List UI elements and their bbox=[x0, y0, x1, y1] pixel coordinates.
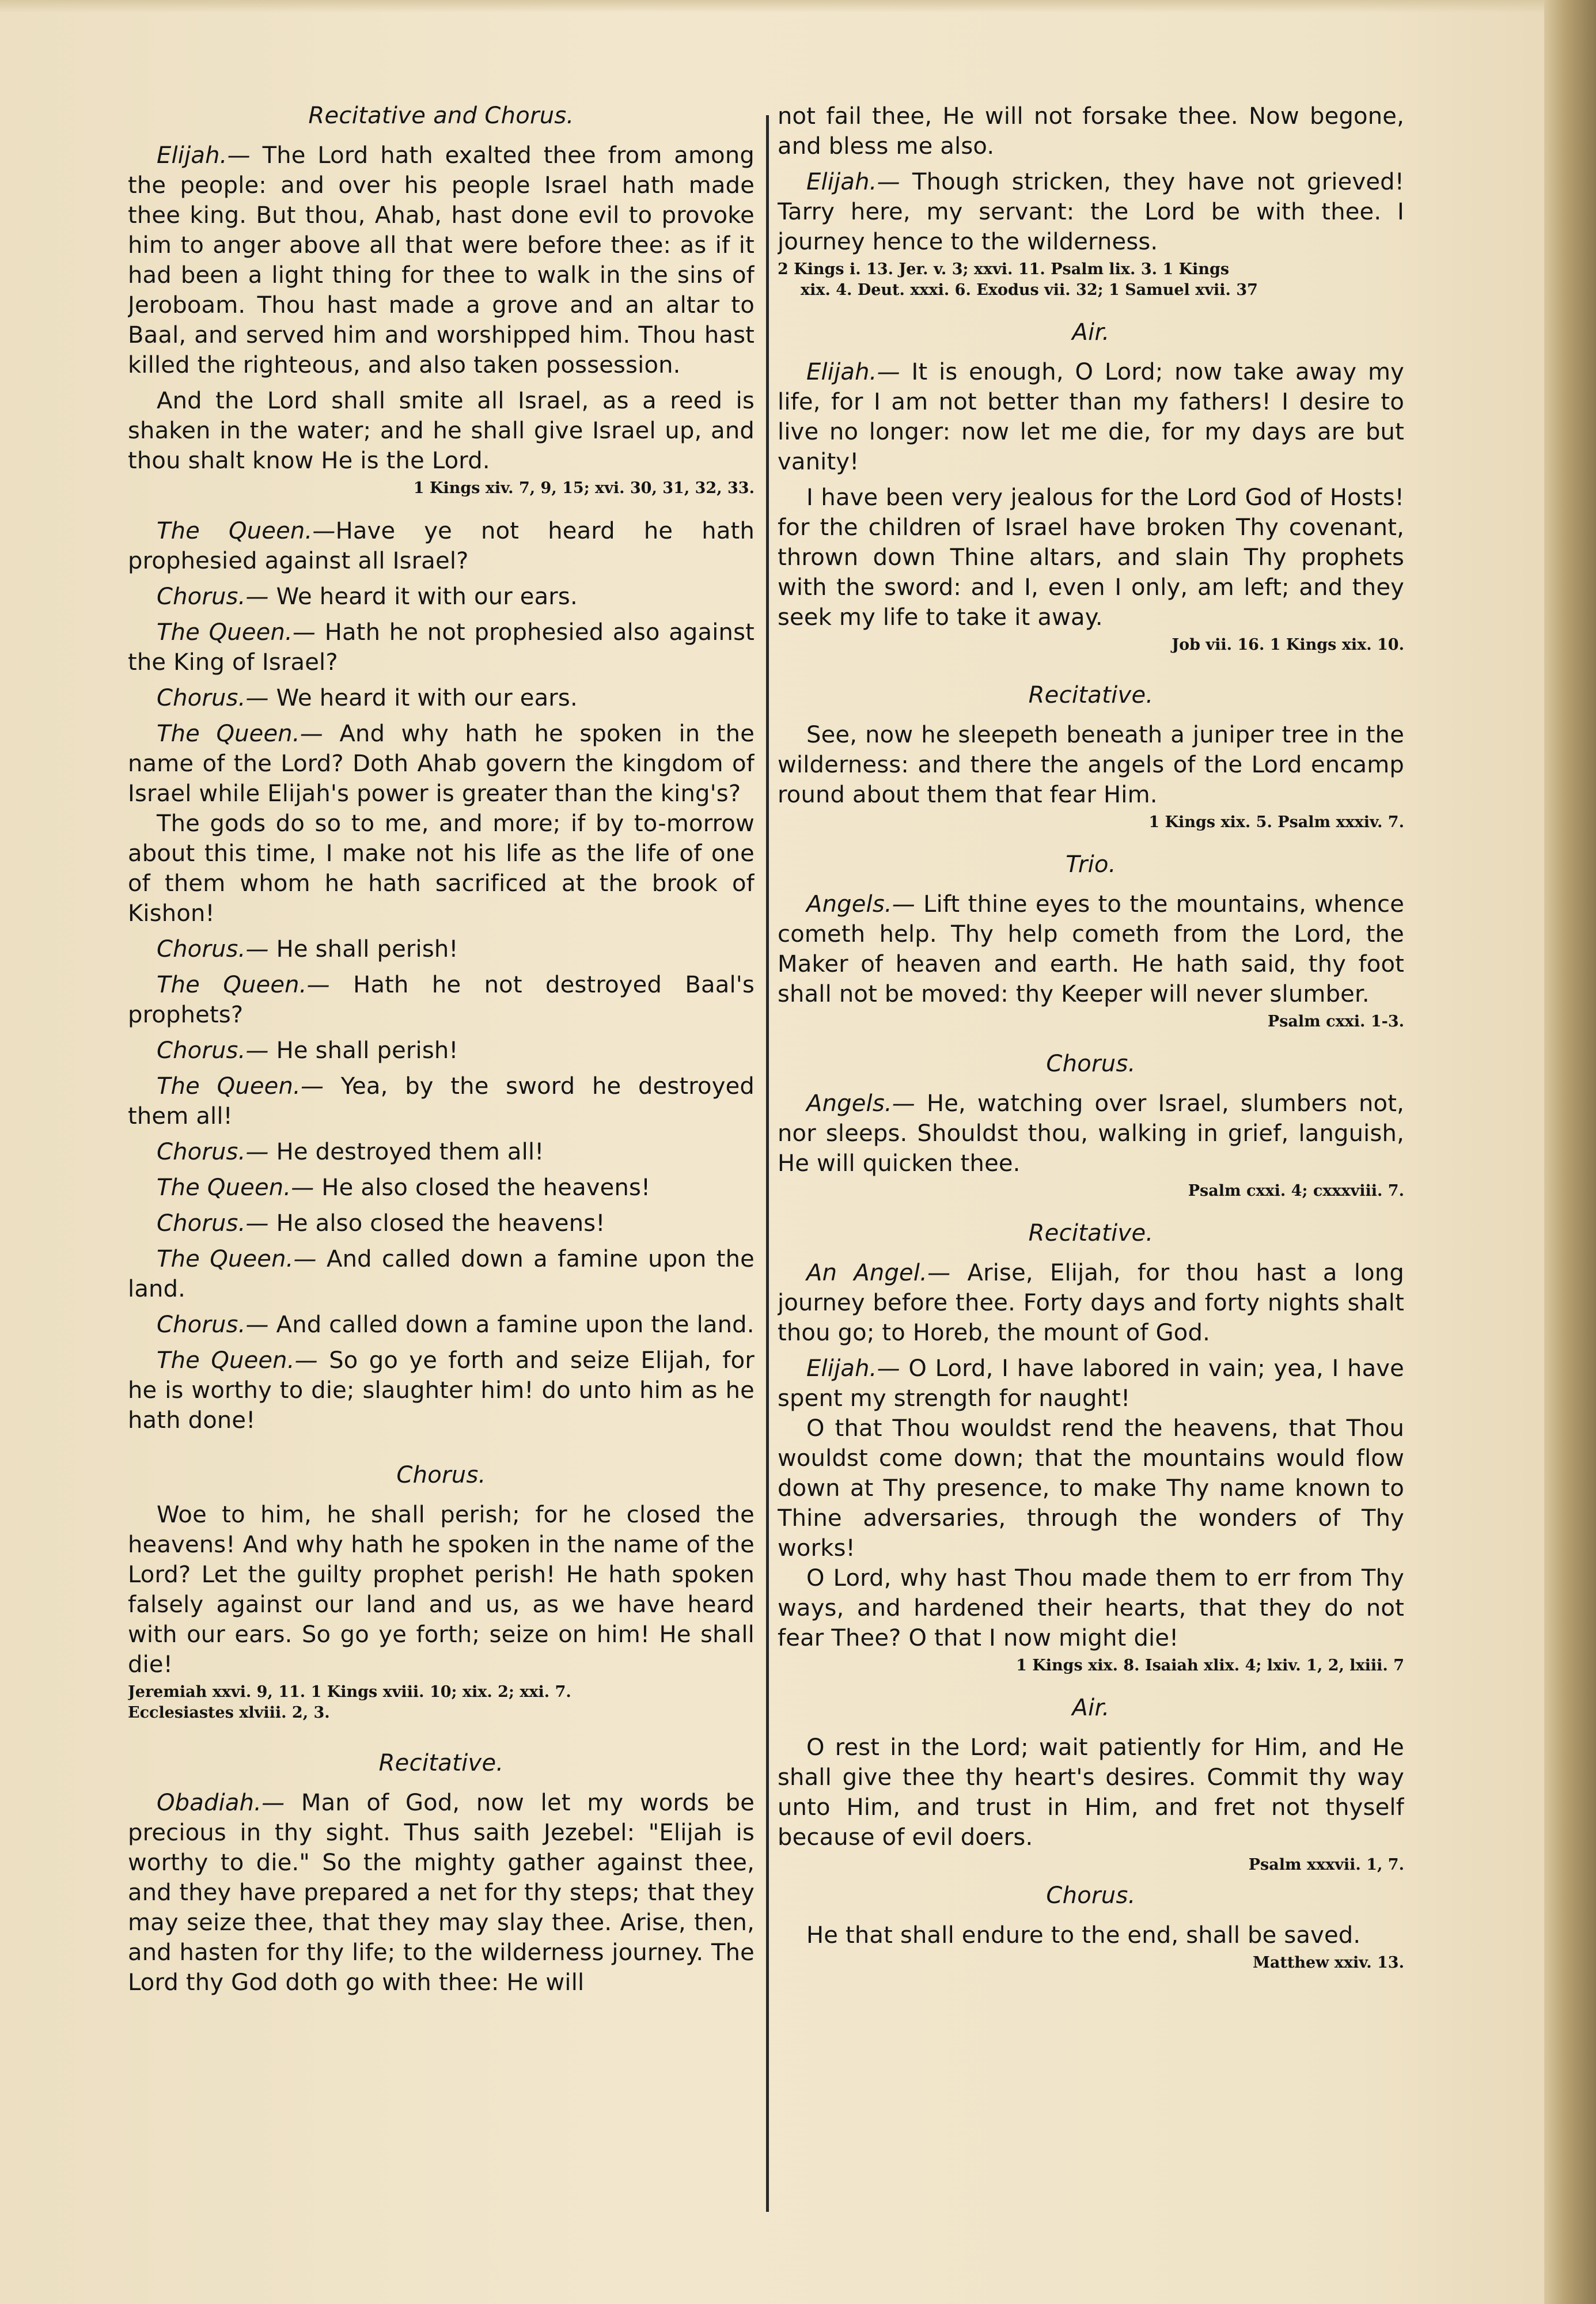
elijah-paragraph-cont: O that Thou wouldst rend the heavens, that Thou wouldst come down; that the mountains would flow down at Thy presence, to make Thy name known to Thine adversaries, through the wonders of Thy works! bbox=[778, 1415, 1404, 1562]
dialogue-line bbox=[128, 617, 755, 677]
column-divider bbox=[766, 115, 769, 2212]
dialogue-line bbox=[128, 582, 755, 612]
speaker-label: Angels.— bbox=[806, 891, 915, 918]
dialogue-line bbox=[128, 1244, 755, 1304]
scripture-reference: Psalm cxxi. 4; cxxxviii. 7. bbox=[1188, 1182, 1404, 1200]
elijah-paragraph-cont: O Lord, why hast Thou made them to err from Thy ways, and hardened their hearts, that they do not fear Thee? O that I now might die! bbox=[778, 1565, 1404, 1651]
dialogue-line bbox=[128, 1173, 755, 1203]
heading-recitative: Recitative. bbox=[1028, 1220, 1154, 1246]
scripture-reference: Matthew xxiv. 13. bbox=[1253, 1954, 1404, 1972]
elijah-paragraph bbox=[778, 357, 1404, 477]
dialogue-text: Have ye not heard he hath prophesied against all Israel? bbox=[128, 518, 755, 574]
speaker-label: The Queen.— bbox=[157, 1246, 317, 1272]
paragraph-text: The Lord hath exalted thee from among the people: and over his people Israel hath made thee king. But thou, Ahab, hast done evil to provoke him to anger above all that were before thee: as if it had been a light thing for thee to walk in the sins of Jeroboam. Thou hast made a grove and an altar to Baal, and served him and worshipped him. Thou hast killed the righteous, and also taken possession. bbox=[128, 142, 755, 378]
dialogue-text: We heard it with our ears. bbox=[276, 685, 578, 711]
dialogue-text: And called down a famine upon the land. bbox=[276, 1312, 755, 1338]
scripture-reference: 1 Kings xiv. 7, 9, 15; xvi. 30, 31, 32, 33. bbox=[413, 479, 755, 497]
dialogue-text: We heard it with our ears. bbox=[276, 583, 578, 610]
heading-air: Air. bbox=[1072, 1695, 1110, 1721]
queen-continuation: The gods do so to me, and more; if by to-morrow about this time, I make not his life as the life of one of them whom he hath sacrificed at the brook of Kishon! bbox=[128, 810, 755, 927]
angels-paragraph bbox=[778, 1089, 1404, 1178]
dialogue-line bbox=[128, 516, 755, 576]
heading-recitative: Recitative. bbox=[1028, 682, 1154, 708]
scripture-reference: 1 Kings xix. 5. Psalm xxxiv. 7. bbox=[1148, 813, 1404, 831]
dialogue-text: And called down a famine upon the land. bbox=[128, 1246, 755, 1302]
speaker-label: The Queen.— bbox=[157, 1174, 314, 1201]
speaker-label: An Angel.— bbox=[806, 1260, 951, 1286]
queen-chorus-dialogue bbox=[128, 516, 755, 809]
speaker-label: Elijah.— bbox=[806, 359, 900, 385]
recitative-paragraph: See, now he sleepeth beneath a juniper tree in the wilderness: and there the angels of the Lord encamp round about them that fear Him. bbox=[778, 722, 1404, 808]
heading-recitative-and-chorus: Recitative and Chorus. bbox=[308, 103, 574, 129]
scripture-reference: 1 Kings xix. 8. Isaiah xlix. 4; lxiv. 1, 2, lxiii. 7 bbox=[1016, 1657, 1404, 1674]
speaker-label: Chorus.— bbox=[157, 1312, 269, 1338]
speaker-label: The Queen.— bbox=[157, 1073, 324, 1100]
dialogue-text: He also closed the heavens! bbox=[276, 1210, 605, 1237]
paragraph-text: It is enough, O Lord; now take away my life, for I am not better than my fathers! I desire to live no longer: now let me die, for my days are but vanity! bbox=[778, 359, 1404, 475]
paragraph-text: Lift thine eyes to the mountains, whence cometh help. Thy help cometh from the Lord, the Maker of heaven and earth. He hath said, thy foot shall not be moved: thy Keeper will never slumber. bbox=[778, 891, 1404, 1007]
scripture-reference: Ecclesiastes xlviii. 2, 3. bbox=[128, 1704, 330, 1722]
heading-air: Air. bbox=[1072, 319, 1110, 346]
speaker-label: Chorus.— bbox=[157, 936, 269, 962]
heading-chorus: Chorus. bbox=[1046, 1051, 1136, 1077]
elijah-paragraph-cont: And the Lord shall smite all Israel, as a reed is shaken in the water; and he shall give Israel up, and thou shalt know He is the Lord. bbox=[128, 388, 755, 474]
speaker-label: Elijah.— bbox=[806, 1355, 900, 1382]
chorus-paragraph: He that shall endure to the end, shall be saved. bbox=[806, 1922, 1361, 1949]
dialogue-text: So go ye forth and seize Elijah, for he is worthy to die; slaughter him! do unto him as he hath done! bbox=[128, 1347, 755, 1434]
speaker-label: The Queen.— bbox=[157, 1347, 318, 1374]
dialogue-text: Hath he not prophesied also against the King of Israel? bbox=[128, 619, 755, 676]
dialogue-line bbox=[128, 970, 755, 1030]
scripture-reference: Psalm xxxvii. 1, 7. bbox=[1248, 1856, 1404, 1874]
paragraph-text: He, watching over Israel, slumbers not, nor sleeps. Shouldst thou, walking in grief, languish, He will quicken thee. bbox=[778, 1090, 1404, 1177]
speaker-label: Chorus.— bbox=[157, 1210, 269, 1237]
dialogue-line bbox=[128, 934, 755, 964]
queen-chorus-dialogue-2 bbox=[128, 934, 755, 1435]
dialogue-line bbox=[128, 1208, 755, 1238]
dialogue-line bbox=[128, 1071, 755, 1131]
dialogue-text: He shall perish! bbox=[276, 1037, 458, 1064]
continued-paragraph: not fail thee, He will not forsake thee. Now begone, and bless me also. bbox=[778, 103, 1404, 160]
scripture-reference: 2 Kings i. 13. Jer. v. 3; xxvi. 11. Psalm lix. 3. 1 Kings bbox=[778, 260, 1230, 278]
speaker-label: The Queen.— bbox=[157, 721, 323, 747]
dialogue-text: And why hath he spoken in the name of the Lord? Doth Ahab govern the kingdom of Israel while Elijah's power is greater than the king's? bbox=[128, 721, 755, 807]
angels-paragraph bbox=[778, 889, 1404, 1009]
heading-trio: Trio. bbox=[1066, 851, 1116, 878]
dialogue-text: He also closed the heavens! bbox=[321, 1174, 651, 1201]
scripture-reference: Jeremiah xxvi. 9, 11. 1 Kings xviii. 10; xix. 2; xxi. 7. bbox=[128, 1683, 571, 1701]
dialogue-text: He shall perish! bbox=[276, 936, 458, 962]
dialogue-line bbox=[128, 1036, 755, 1066]
dialogue-text: He destroyed them all! bbox=[276, 1139, 544, 1165]
paragraph-text: Man of God, now let my words be precious in thy sight. Thus saith Jezebel: "Elijah is worthy to die." So the mighty gather against thee, and they have prepared a net for thy steps; that they may seize thee, that they may slay thee. Arise, then, and hasten for thy life; to the wilderness journey. The Lord thy God doth go with thee: He will bbox=[128, 1790, 755, 1996]
heading-chorus: Chorus. bbox=[396, 1462, 486, 1488]
scripture-reference: Psalm cxxi. 1-3. bbox=[1267, 1013, 1404, 1030]
elijah-paragraph bbox=[128, 141, 755, 380]
speaker-label: Chorus.— bbox=[157, 685, 269, 711]
speaker-label: The Queen.— bbox=[157, 972, 330, 998]
speaker-label: Obadiah.— bbox=[157, 1790, 285, 1816]
angel-paragraph bbox=[778, 1258, 1404, 1348]
paragraph-text: Arise, Elijah, for thou hast a long journey before thee. Forty days and forty nights shalt thou go; to Horeb, the mount of God. bbox=[778, 1260, 1404, 1346]
speaker-label: Angels.— bbox=[806, 1090, 915, 1117]
scripture-reference: Job vii. 16. 1 Kings xix. 10. bbox=[1172, 636, 1404, 654]
right-column bbox=[778, 101, 1404, 2210]
chorus-paragraph: Woe to him, he shall perish; for he closed the heavens! And why hath he spoken in the name of the Lord? Let the guilty prophet perish! He hath spoken falsely against our land and us, as we have heard with our ears. So go ye forth; seize on him! He shall die! bbox=[128, 1502, 755, 1678]
paragraph-text: O Lord, I have labored in vain; yea, I have spent my strength for naught! bbox=[778, 1355, 1404, 1412]
speaker-label: Elijah.— bbox=[157, 142, 251, 169]
left-column bbox=[128, 101, 755, 2210]
dialogue-text: Yea, by the sword he destroyed them all! bbox=[128, 1073, 755, 1130]
speaker-label: The Queen.— bbox=[157, 518, 336, 544]
speaker-label: The Queen.— bbox=[157, 619, 316, 646]
dialogue-text: Hath he not destroyed Baal's prophets? bbox=[128, 972, 755, 1028]
elijah-paragraph bbox=[778, 167, 1404, 257]
speaker-label: Elijah.— bbox=[806, 169, 900, 195]
page-top-shadow bbox=[0, 0, 1596, 13]
dialogue-line bbox=[128, 1310, 755, 1340]
speaker-label: Chorus.— bbox=[157, 1139, 269, 1165]
speaker-label: Chorus.— bbox=[157, 583, 269, 610]
page-right-edge bbox=[1544, 0, 1596, 2304]
dialogue-line bbox=[128, 1346, 755, 1435]
dialogue-line bbox=[128, 719, 755, 809]
heading-recitative: Recitative. bbox=[378, 1750, 504, 1776]
air-paragraph: O rest in the Lord; wait patiently for Him, and He shall give thee thy heart's desires. Commit thy way unto Him, and trust in Him, and fret not thyself because of evil doers. bbox=[778, 1734, 1404, 1851]
paragraph-text: Though stricken, they have not grieved! Tarry here, my servant: the Lord be with thee. I journey hence to the wilderness. bbox=[778, 169, 1404, 255]
elijah-paragraph-cont: I have been very jealous for the Lord God of Hosts! for the children of Israel have broken Thy covenant, thrown down Thine altars, and slain Thy prophets with the sword: and I, even I only, am left; and they seek my life to take it away. bbox=[778, 484, 1404, 631]
dialogue-line bbox=[128, 683, 755, 713]
elijah-paragraph bbox=[778, 1354, 1404, 1414]
obadiah-paragraph bbox=[128, 1788, 755, 1998]
heading-chorus: Chorus. bbox=[1046, 1882, 1136, 1909]
scripture-reference: xix. 4. Deut. xxxi. 6. Exodus vii. 32; 1 Samuel xvii. 37 bbox=[801, 281, 1258, 299]
dialogue-line bbox=[128, 1137, 755, 1167]
speaker-label: Chorus.— bbox=[157, 1037, 269, 1064]
